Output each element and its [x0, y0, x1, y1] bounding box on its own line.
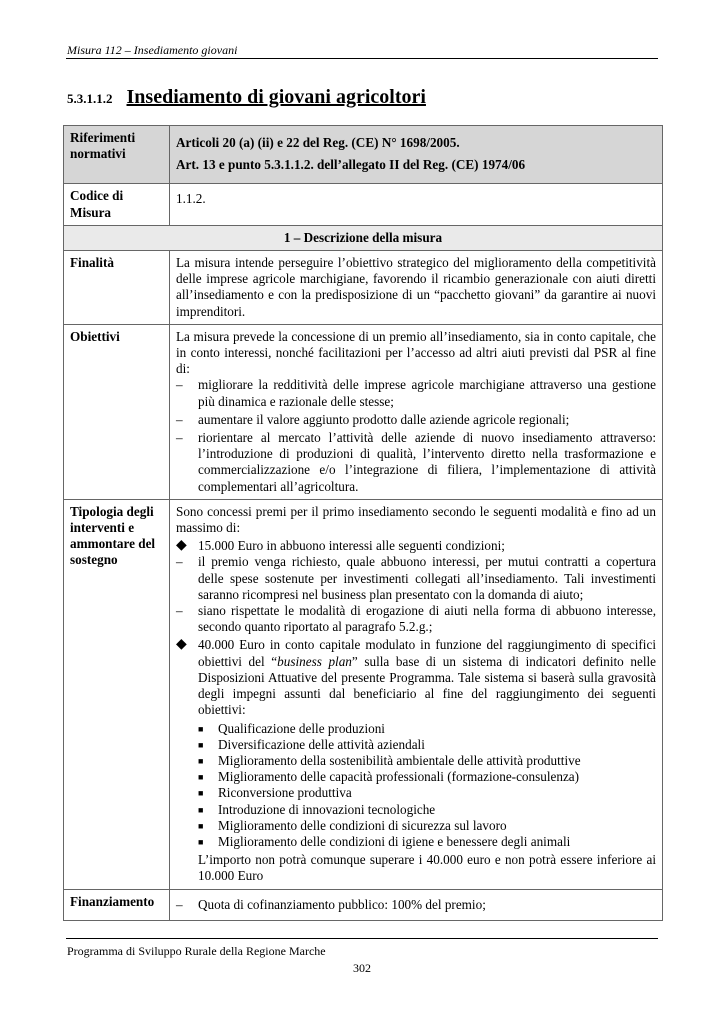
footer-text: Programma di Sviluppo Rurale della Regione Marche	[67, 944, 326, 958]
square-bullet-icon: ■	[198, 804, 204, 815]
row-content	[170, 499, 663, 889]
list-item	[176, 430, 656, 495]
list-item-text: 15.000 Euro in abbuono interessi alle seguenti condizioni;	[198, 538, 505, 554]
row-label: Tipologia degli interventi e ammontare del sostegno	[64, 499, 170, 889]
objectives-intro: La misura prevede la concessione di un premio all’insediamento, sia in conto capitale, che in conto interessi, nonché facilitazioni per l’accesso ad altri aiuti previsti dal PSR al fine di:	[176, 328, 656, 377]
goals-list	[176, 721, 656, 851]
measure-table	[63, 125, 663, 921]
list-item-text: siano rispettate le modalità di erogazione di aiuti nella forma di abbuono interesse, secondo quanto riportato al paragrafo 5.2.g.;	[198, 603, 656, 635]
footer-divider	[66, 938, 658, 939]
list-item-text: Miglioramento delle condizioni di sicurezza sul lavoro	[218, 817, 507, 833]
amount-limit-note: L’importo non potrà comunque superare i 40.000 euro e non potrà essere inferiore ai 10.000 Euro	[198, 852, 656, 884]
list-item	[176, 834, 656, 850]
table-row	[64, 499, 663, 889]
list-item	[176, 785, 656, 801]
dash-bullet: –	[176, 411, 183, 427]
row-label: Finanziamento	[64, 889, 170, 920]
page-number: 302	[353, 961, 371, 975]
list-item	[176, 721, 656, 737]
reference-line-2: Art. 13 e punto 5.3.1.1.2. dell’allegato II del Reg. (CE) 1974/06	[176, 157, 526, 173]
row-content	[170, 126, 663, 184]
row-label: Codice di Misura	[64, 184, 170, 225]
list-item-text: Miglioramento delle capacità professionali (formazione-consulenza)	[218, 769, 580, 785]
table-row	[64, 324, 663, 499]
row-content	[170, 324, 663, 499]
square-bullet-icon: ■	[198, 772, 204, 783]
list-item	[176, 637, 656, 718]
row-content	[170, 889, 663, 920]
row-content: La misura intende perseguire l’obiettivo strategico del miglioramento della competitività delle imprese agricole marchigiane, favorendo il ricambio generazionale con aiuti diretti all’insediamento e con la predisposizione di un “pacchetto giovani” da garantire ai nuovi imprenditori.	[170, 251, 663, 325]
row-label: Riferimenti normativi	[64, 126, 170, 184]
list-item-text: Introduzione di innovazioni tecnologiche	[218, 801, 436, 817]
dash-bullet: –	[176, 554, 183, 570]
text-fragment: 40.000 Euro in conto capitale modulato in funzione del raggiungimento di specifici obiettivi del “	[198, 637, 656, 669]
list-item-text: il premio venga richiesto, quale abbuono interessi, per mutui contratti a copertura delle spese sostenute per investimenti collegati all’insediamento. Tali investimenti saranno ricompresi nel business plan presentato con la domanda di aiuto;	[198, 554, 656, 602]
section-heading	[67, 86, 426, 109]
diamond-bullet-icon: ◆	[176, 637, 187, 653]
list-item	[176, 554, 656, 603]
list-item	[176, 802, 656, 818]
diamond-bullet-icon: ◆	[176, 538, 187, 554]
list-item-text: Miglioramento della sostenibilità ambientale delle attività produttive	[218, 752, 581, 768]
list-item	[176, 412, 656, 428]
list-item-text: Riconversione produttiva	[218, 785, 352, 801]
section-number: 5.3.1.1.2	[67, 91, 113, 106]
dash-bullet: –	[176, 603, 183, 619]
list-item-text: Quota di cofinanziamento pubblico: 100% del premio;	[198, 896, 486, 912]
list-item	[176, 377, 656, 409]
table-row	[64, 126, 663, 184]
dash-bullet: –	[176, 896, 183, 912]
square-bullet-icon: ■	[198, 788, 204, 799]
row-content	[170, 184, 663, 225]
running-header: Misura 112 – Insediamento giovani	[67, 43, 238, 57]
list-item-text	[198, 637, 656, 718]
header-divider	[66, 58, 658, 59]
list-item	[176, 538, 656, 554]
square-bullet-icon: ■	[198, 723, 204, 734]
list-item-text: migliorare la redditività delle imprese agricole marchigiane attraverso una gestione più dinamica e razionale delle stesse;	[198, 377, 656, 409]
square-bullet-icon: ■	[198, 820, 204, 831]
list-item	[176, 769, 656, 785]
list-item	[176, 753, 656, 769]
list-item-text: Diversificazione delle attività aziendali	[218, 736, 425, 752]
list-item	[176, 603, 656, 635]
italic-term: business plan	[277, 653, 352, 669]
list-item-text: Qualificazione delle produzioni	[218, 720, 385, 736]
measure-code: 1.1.2.	[176, 191, 206, 207]
list-item-text: riorientare al mercato l’attività delle aziende di nuovo insediamento attraverso: l’introduzione di produzioni di qualità, l’intervento diretto nella trasformazione e commercializzazione e/o l’integrazione di filiera, l’implementazione di attività complementari all’agricoltura.	[198, 430, 656, 494]
reference-line-1: Articoli 20 (a) (ii) e 22 del Reg. (CE) N° 1698/2005.	[176, 135, 460, 150]
list-item	[176, 737, 656, 753]
description-heading: 1 – Descrizione della misura	[64, 225, 663, 250]
table-row	[64, 889, 663, 920]
dash-bullet: –	[176, 377, 183, 393]
row-label: Obiettivi	[64, 324, 170, 499]
list-item-text: aumentare il valore aggiunto prodotto dalle aziende agricole regionali;	[198, 411, 570, 427]
table-row	[64, 225, 663, 250]
support-intro: Sono concessi premi per il primo insediamento secondo le seguenti modalità e fino ad un massimo di:	[176, 503, 656, 536]
dash-bullet: –	[176, 430, 183, 446]
square-bullet-icon: ■	[198, 739, 204, 750]
square-bullet-icon: ■	[198, 836, 204, 847]
list-item	[176, 897, 656, 913]
table-row	[64, 251, 663, 325]
list-item	[176, 818, 656, 834]
table-row	[64, 184, 663, 225]
square-bullet-icon: ■	[198, 755, 204, 766]
row-label: Finalità	[64, 251, 170, 325]
section-title: Insediamento di giovani agricoltori	[126, 86, 426, 108]
list-item-text: Miglioramento delle condizioni di igiene e benessere degli animali	[218, 833, 571, 849]
text-fragment: ” sulla base di un sistema di indicatori definito nelle Disposizioni Attuative del presente Programma. Tale sistema si baserà sulla gravosità degli impegni assunti dal beneficiario al fine del raggiungimento dei seguenti obiettivi:	[198, 653, 656, 718]
